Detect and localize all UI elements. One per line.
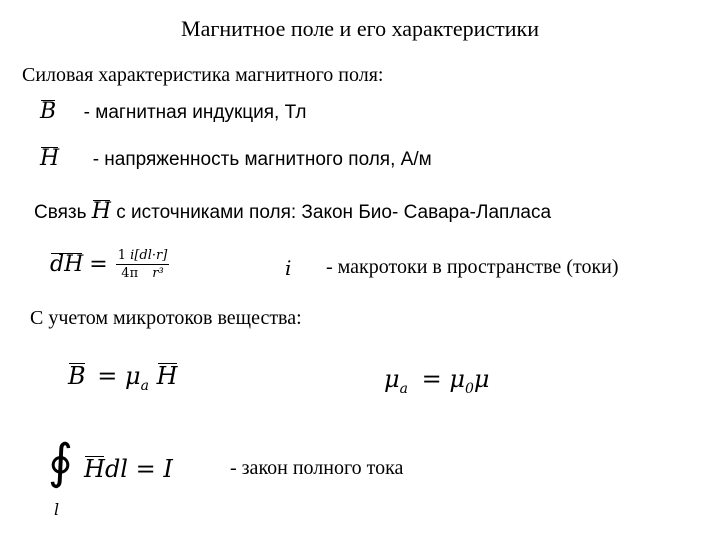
h-vector-symbol: H <box>40 146 60 171</box>
numerator-coef: 1 <box>117 248 126 263</box>
relation-prefix: Связь <box>34 202 87 223</box>
h-definition-text: - напряженность магнитного поля, А/м <box>92 149 432 170</box>
mu-a-symbol: μ <box>384 365 400 393</box>
contour-integral-icon: ∮ <box>48 434 74 490</box>
biot-savart-relation <box>34 199 551 224</box>
numerator-cross: [dl·r] <box>134 248 168 263</box>
contour-integral <box>48 434 78 520</box>
slide-title: Магнитное поле и его характеристики <box>181 16 539 41</box>
b-vector-symbol: B <box>40 99 57 124</box>
eq-b-sub: a <box>140 377 149 394</box>
h-definition <box>40 145 432 171</box>
b-definition-text: - магнитная индукция, Тл <box>83 102 307 123</box>
circulation-rest: dl = I <box>104 455 173 483</box>
force-characteristic-heading: Силовая характеристика магнитного поля: <box>22 64 384 86</box>
total-current-law-text: - закон полного тока <box>230 457 404 479</box>
circulation-h: H <box>84 455 105 483</box>
mu-a-sub: a <box>399 380 408 397</box>
biot-savart-formula <box>50 248 171 281</box>
macro-currents-text: - макротоки в пространстве (токи) <box>326 256 619 278</box>
mu-mid: = μ <box>421 365 465 393</box>
numerator-i: i <box>130 248 135 263</box>
index-i: i <box>285 256 292 280</box>
relation-text: с источниками поля: Закон Био- Савара-Лапласа <box>116 202 552 223</box>
mu-equation <box>384 365 489 397</box>
formula-equals: = <box>89 252 108 277</box>
b-definition <box>40 98 306 124</box>
circulation-expression <box>84 455 173 483</box>
fraction-numerator <box>116 248 170 265</box>
fraction-denominator <box>121 265 163 281</box>
eq-b-symbol: B <box>68 362 86 390</box>
denominator-r: r³ <box>152 266 164 281</box>
formula-dh: dH <box>50 252 84 277</box>
denominator-coef: 4π <box>121 266 139 281</box>
mu-end: μ <box>473 365 490 393</box>
relation-h-symbol: H <box>91 199 111 224</box>
mu-zero-sub: 0 <box>464 380 474 397</box>
micro-currents-heading: С учетом микротоков вещества: <box>30 307 302 329</box>
formula-fraction <box>116 248 170 281</box>
eq-h-symbol: H <box>156 362 178 390</box>
eq-b-rhs: = μ <box>97 362 141 390</box>
integral-limit: l <box>54 500 60 519</box>
b-mu-h-equation <box>68 362 178 394</box>
